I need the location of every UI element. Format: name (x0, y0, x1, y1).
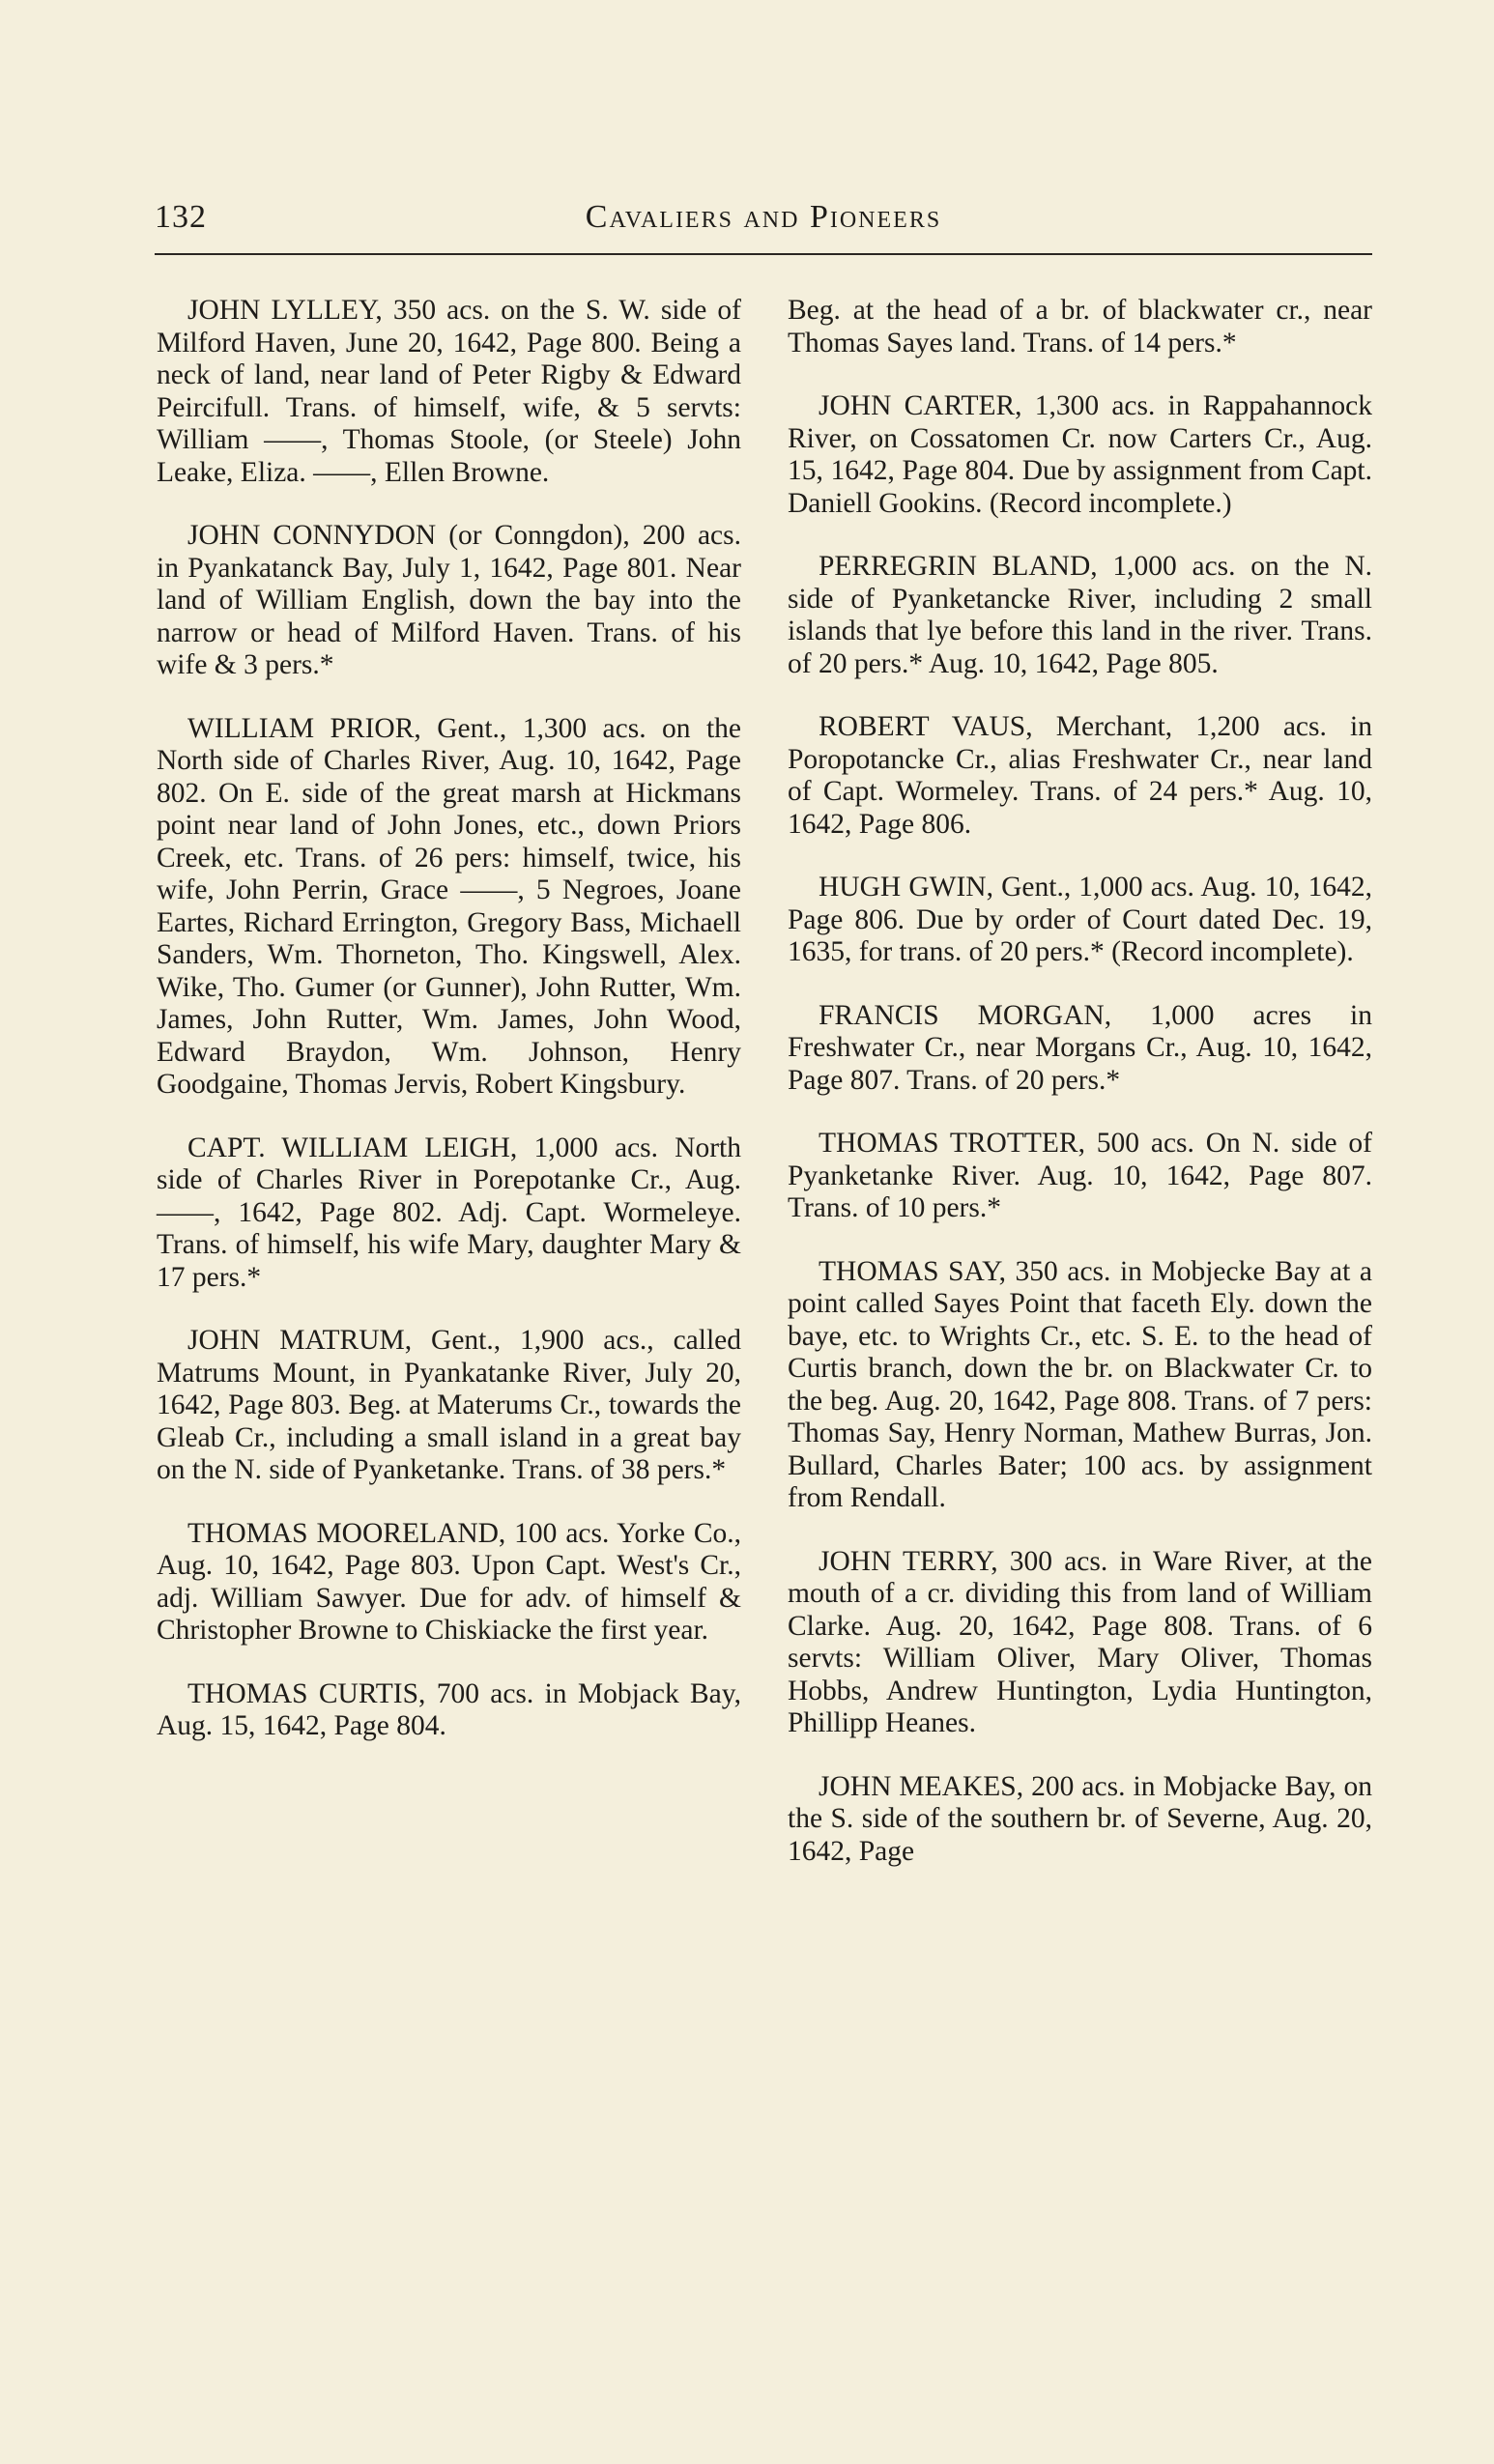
entry-perregrin-bland: PERREGRIN BLAND, 1,000 acs. on the N. side of Pyanketancke River, including 2 small islands that lye before this land in the river. Trans. of 20 pers.* Aug. 10, 1642, Page 805. (788, 551, 1372, 679)
left-column (157, 295, 741, 1774)
entry-thomas-curtis-continued: Beg. at the head of a br. of blackwater cr., near Thomas Sayes land. Trans. of 14 pers.* (788, 295, 1372, 358)
entry-hugh-gwin: HUGH GWIN, Gent., 1,000 acs. Aug. 10, 1642, Page 806. Due by order of Court dated Dec. 19, 1635, for trans. of 20 pers.* (Record incomplete). (788, 872, 1372, 967)
entry-francis-morgan: FRANCIS MORGAN, 1,000 acres in Freshwater Cr., near Morgans Cr., Aug. 10, 1642, Page 807. Trans. of 20 pers.* (788, 999, 1372, 1096)
entry-capt-william-leigh: CAPT. WILLIAM LEIGH, 1,000 acs. North side of Charles River in Porepotanke Cr., Aug. ——, 1642, Page 802. Adj. Capt. Wormeleye. Trans. of himself, his wife Mary, daughter Mary & 17 pers.* (157, 1132, 741, 1293)
entry-thomas-curtis: THOMAS CURTIS, 700 acs. in Mobjack Bay, Aug. 15, 1642, Page 804. (157, 1677, 741, 1741)
entry-thomas-say: THOMAS SAY, 350 acs. in Mobjecke Bay at a point called Sayes Point that faceth Ely. down the baye, etc. to Wrights Cr., etc. S. E. to the head of Curtis branch, down the br. on Blackwater Cr. to the beg. Aug. 20, 1642, Page 808. Trans. of 7 pers: Thomas Say, Henry Norman, Mathew Burras, Jon. Bullard, Charles Bater; 100 acs. by assignment from Rendall. (788, 1255, 1372, 1513)
entry-thomas-trotter: THOMAS TROTTER, 500 acs. On N. side of Pyanketanke River. Aug. 10, 1642, Page 807. Trans. of 10 pers.* (788, 1128, 1372, 1223)
entry-john-terry: JOHN TERRY, 300 acs. in Ware River, at the mouth of a cr. dividing this from land of William Clarke. Aug. 20, 1642, Page 808. Trans. of 6 servts: William Oliver, Mary Oliver, Thomas Hobbs, Andrew Huntington, Lydia Huntington, Phillipp Heanes. (788, 1545, 1372, 1738)
entry-john-connydon: JOHN CONNYDON (or Conngdon), 200 acs. in Pyankatanck Bay, July 1, 1642, Page 801. Near land of William English, down the bay into the narrow or head of Milford Haven. Trans. of his wife & 3 pers.* (157, 520, 741, 680)
entry-john-carter: JOHN CARTER, 1,300 acs. in Rappahannock River, on Cossatomen Cr. now Carters Cr., Aug. 15, 1642, Page 804. Due by assignment from Capt. Daniell Gookins. (Record incomplete.) (788, 390, 1372, 519)
entry-robert-vaus: ROBERT VAUS, Merchant, 1,200 acs. in Poropotancke Cr., alias Freshwater Cr., near land of Capt. Wormeley. Trans. of 24 pers.* Aug. 10, 1642, Page 806. (788, 711, 1372, 840)
header-rule (155, 253, 1372, 255)
entry-john-lylley: JOHN LYLLEY, 350 acs. on the S. W. side of Milford Haven, June 20, 1642, Page 800. Being a neck of land, near land of Peter Rigby & Edward Peircifull. Trans. of himself, wife, & 5 servts: William ——, Thomas Stoole, (or Steele) John Leake, Eliza. ——, Ellen Browne. (157, 295, 741, 488)
right-column (788, 295, 1372, 1899)
page-header (155, 199, 1372, 251)
entry-john-meakes: JOHN MEAKES, 200 acs. in Mobjacke Bay, on the S. side of the southern br. of Severne, Aug. 20, 1642, Page (788, 1770, 1372, 1867)
page-number: 132 (155, 199, 207, 235)
entry-william-prior: WILLIAM PRIOR, Gent., 1,300 acs. on the North side of Charles River, Aug. 10, 1642, Page 802. On E. side of the great marsh at Hickmans point near land of John Jones, etc., down Priors Creek, etc. Trans. of 26 pers: himself, twice, his wife, John Perrin, Grace ——, 5 Negroes, Joane Eartes, Richard Errington, Gregory Bass, Michaell Sanders, Wm. Thorneton, Tho. Kingswell, Alex. Wike, Tho. Gumer (or Gunner), John Rutter, Wm. James, John Rutter, Wm. James, John Wood, Edward Braydon, Wm. Johnson, Henry Goodgaine, Thomas Jervis, Robert Kingsbury. (157, 712, 741, 1100)
running-title: Cavaliers and Pioneers (585, 199, 942, 235)
entry-thomas-mooreland: THOMAS MOORELAND, 100 acs. Yorke Co., Aug. 10, 1642, Page 803. Upon Capt. West's Cr., adj. William Sawyer. Due for adv. of himself & Christopher Browne to Chiskiacke the first year. (157, 1517, 741, 1646)
entry-john-matrum: JOHN MATRUM, Gent., 1,900 acs., called Matrums Mount, in Pyankatanke River, July 20, 1642, Page 803. Beg. at Materums Cr., towards the Gleab Cr., including a small island in a great bay on the N. side of Pyanketanke. Trans. of 38 pers.* (157, 1325, 741, 1485)
